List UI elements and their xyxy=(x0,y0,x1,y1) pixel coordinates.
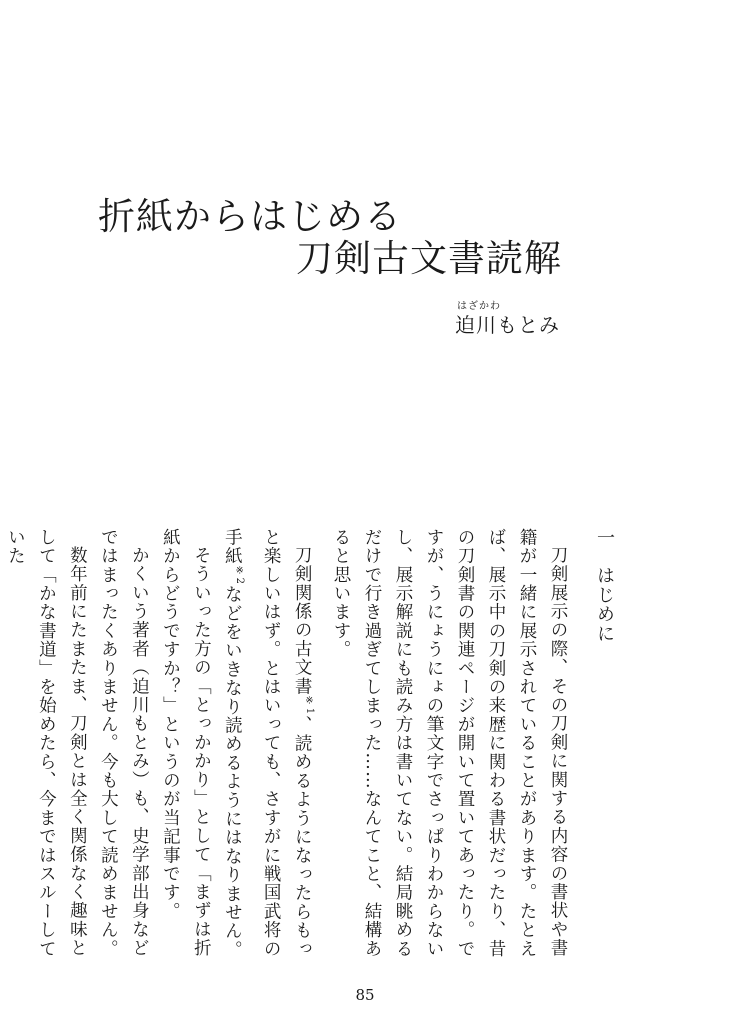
title-line-2: 刀剣古文書読解 xyxy=(296,237,562,280)
paragraph-2-part-b: 、読めるようになったらもっと楽しいはず。とはいっても、さすがに戦国武将の手紙 xyxy=(222,528,313,959)
paragraph-2 xyxy=(216,528,325,968)
author-name: 迫川もとみ xyxy=(455,313,560,337)
author-ruby: はざかわ xyxy=(457,301,501,312)
author-block xyxy=(455,302,560,335)
body-text xyxy=(5,528,620,968)
paragraph-2-part-a: 刀剣関係の古文書 xyxy=(292,545,313,696)
page-number: 85 xyxy=(355,986,375,1004)
footnote-ref-2: ※2 xyxy=(234,565,246,586)
paragraph-5: 数年前にたまたま、刀剣とは全く関係なく趣味として「かな書道」を始めたら、今まではスルーしていた xyxy=(5,528,88,959)
paragraph-1: 刀剣展示の際、その刀剣に関する内容の書状や書籍が一緒に展示されていることがあります。たとえば、展示中の刀剣の来歴に関わる書状だったり、昔の刀剣書の関連ページが開いて置いてあったり。ですが、うにょうにょの筆文字でさっぱりわからないし、展示解説にも読み方は書いてない。結局眺めるだけで行き過ぎてしまった……なんてこと、結構あると思います。 xyxy=(331,528,568,959)
section-heading: 一 はじめに xyxy=(594,528,615,644)
paragraph-2-part-c: などをいきなり読めるようにはなりません。 xyxy=(222,585,243,960)
title-line-1: 折紙からはじめる xyxy=(98,195,402,238)
footnote-ref-1: ※1 xyxy=(304,695,315,715)
paragraph-4: かくいう著者（迫川もとみ）も、史学部出身などではまったくありません。今も大して読めません。 xyxy=(98,528,150,959)
paragraph-3: そういった方の「とっかかり」として「まずは折紙からどうですか？」というのが当記事です。 xyxy=(160,528,212,957)
